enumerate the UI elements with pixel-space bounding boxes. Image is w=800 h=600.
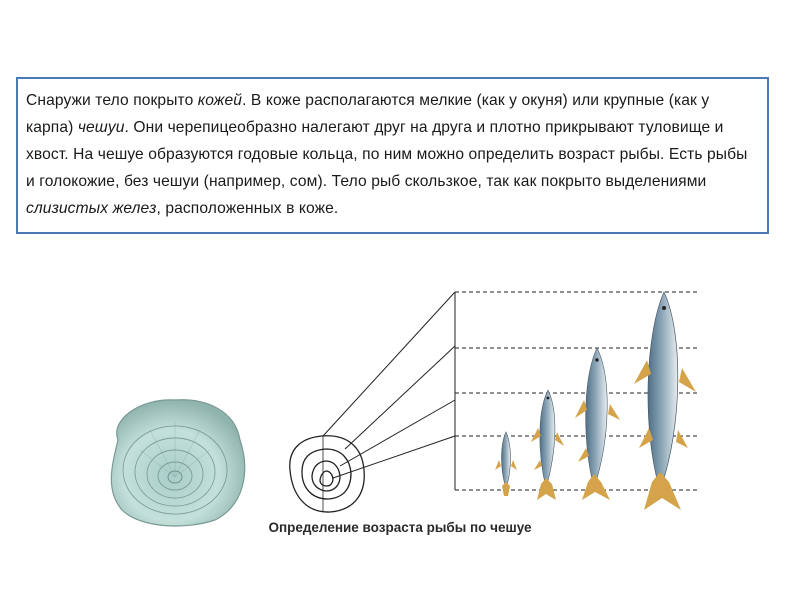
term-scales: чешуи bbox=[77, 119, 125, 136]
projection-lines bbox=[323, 292, 455, 490]
term-mucous-glands: слизистых желез bbox=[26, 200, 157, 217]
scale-age-illustration bbox=[0, 260, 800, 600]
fish-age-2 bbox=[531, 390, 564, 500]
paragraph-text-3: . Они черепицеобразно налегают друг на друга и плотно прикрывают туловище и хвост. На чешуе образуются годовые кольца, по ним можно определить возраст рыбы. Есть рыбы и голокожие, без чешуи (например, сом). Тело рыб скользкое, так как покрыто выделениями bbox=[26, 119, 748, 190]
text-box bbox=[16, 77, 769, 234]
paragraph-text-4: , расположенных в коже. bbox=[156, 200, 339, 217]
fish-age-3 bbox=[575, 348, 620, 500]
fish-age-4 bbox=[634, 292, 696, 510]
figure-caption: Определение возраста рыбы по чешуе bbox=[268, 520, 532, 535]
scale-diagram bbox=[290, 436, 364, 512]
paragraph-text-1: Снаружи тело покрыто bbox=[26, 92, 198, 109]
fish-scale-photo bbox=[111, 400, 244, 526]
term-skin: кожей bbox=[197, 92, 243, 109]
fish-age-1 bbox=[495, 432, 517, 496]
paragraph-text-2: . В коже располагаются мелкие (как у окуня) или крупные (как у карпа) bbox=[26, 92, 710, 136]
